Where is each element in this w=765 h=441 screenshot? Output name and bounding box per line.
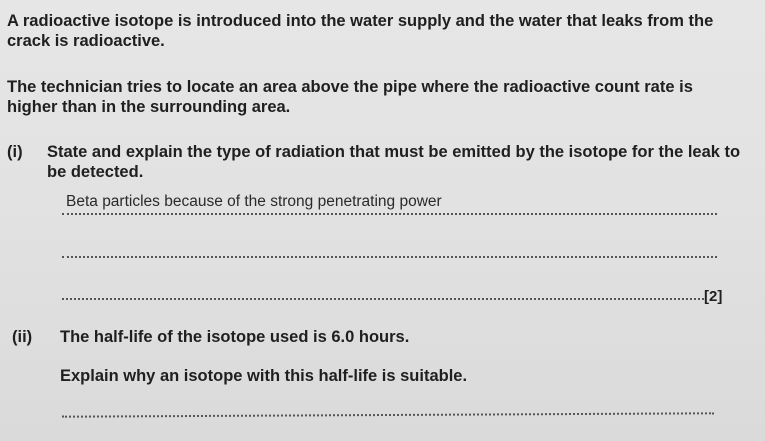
answer-line-2 <box>62 256 717 258</box>
question-i-line-2: be detected. <box>47 163 144 181</box>
answer-line-3 <box>62 298 704 300</box>
marks-label: [2] <box>704 288 723 305</box>
question-i-label: (i) <box>7 143 23 161</box>
question-ii-prompt: Explain why an isotope with this half-life is suitable. <box>60 367 468 385</box>
intro-line-2: crack is radioactive. <box>7 32 165 50</box>
context-line-2: higher than in the surrounding area. <box>7 98 291 116</box>
question-ii-label: (ii) <box>12 328 33 346</box>
intro-line-1: A radioactive isotope is introduced into the water supply and the water that leaks from the <box>7 12 714 30</box>
question-i-line-1: State and explain the type of radiation that must be emitted by the isotope for the leak to <box>47 143 741 161</box>
answer-line-4 <box>62 412 714 417</box>
context-line-1: The technician tries to locate an area above the pipe where the radioactive count rate is <box>7 78 693 96</box>
handwritten-answer: Beta particles because of the strong penetrating power <box>66 193 442 210</box>
question-ii-statement: The half-life of the isotope used is 6.0 hours. <box>60 328 410 346</box>
answer-line-1 <box>62 213 717 215</box>
